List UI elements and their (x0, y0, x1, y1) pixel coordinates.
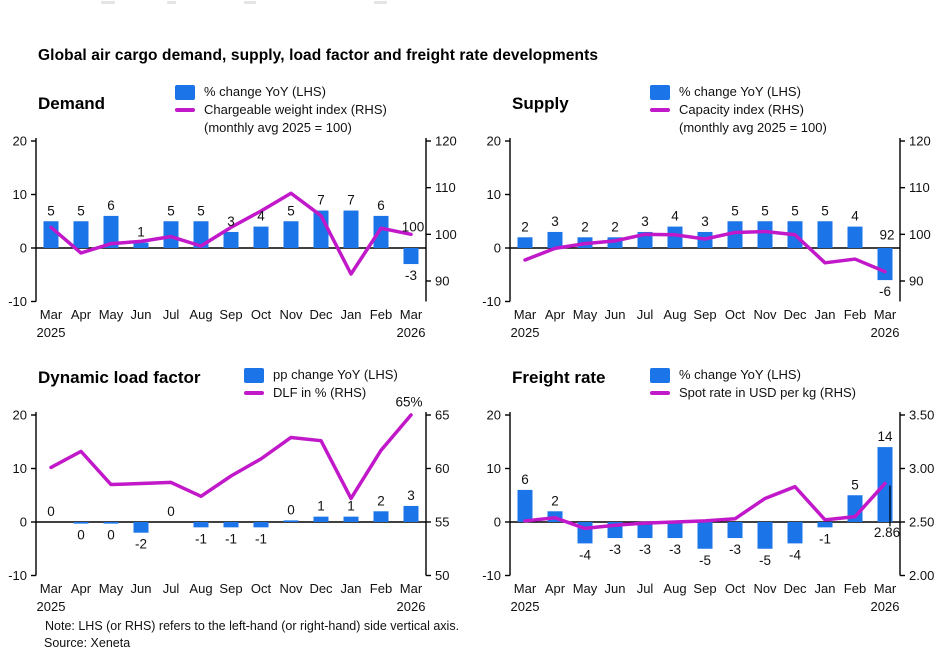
figure-source: Source: Xeneta (44, 636, 131, 650)
panel-title-demand: Demand (38, 94, 106, 113)
legend-line-subtext: (monthly avg 2025 = 100) (204, 120, 352, 135)
legend-supply (650, 83, 827, 137)
bar-series-swatch-icon (244, 368, 264, 383)
cropped-text-artifact (167, 1, 176, 4)
line-end-value-label: 2.86 (873, 524, 901, 540)
svg-text:10: 10 (486, 187, 501, 203)
panel-demand (0, 78, 478, 346)
left-axis (482, 408, 510, 584)
index-line (51, 415, 411, 498)
svg-text:3: 3 (227, 213, 235, 229)
cropped-text-artifact (101, 1, 115, 4)
bar (74, 522, 89, 524)
svg-text:Oct: Oct (724, 581, 746, 596)
line-series-swatch-icon (650, 391, 670, 395)
svg-text:Dec: Dec (783, 581, 807, 596)
left-axis (482, 134, 510, 309)
bar (758, 221, 773, 248)
svg-text:2: 2 (551, 493, 559, 509)
svg-text:10: 10 (12, 187, 27, 203)
bar (668, 522, 683, 538)
bar (284, 520, 299, 522)
svg-text:4: 4 (671, 208, 679, 224)
svg-text:0: 0 (107, 527, 115, 543)
legend-line-label: Chargeable weight index (RHS) (204, 102, 387, 117)
legend-line-label: Capacity index (RHS) (679, 102, 804, 117)
bar (164, 221, 179, 248)
svg-text:2: 2 (377, 493, 385, 509)
svg-text:Jan: Jan (814, 581, 836, 596)
bar (788, 522, 803, 543)
left-axis (8, 408, 36, 584)
svg-text:110: 110 (909, 180, 930, 196)
legend-dynamic-load-factor (244, 366, 398, 402)
svg-text:Jul: Jul (162, 581, 180, 596)
svg-text:Jun: Jun (604, 581, 626, 596)
svg-text:3: 3 (641, 213, 649, 229)
svg-text:Dec: Dec (309, 581, 333, 596)
svg-text:4: 4 (257, 208, 265, 224)
svg-text:3: 3 (701, 213, 709, 229)
bar (344, 211, 359, 248)
svg-text:5: 5 (287, 203, 295, 219)
svg-text:2026: 2026 (870, 325, 900, 340)
svg-text:Apr: Apr (544, 307, 566, 322)
svg-text:3.50: 3.50 (909, 407, 935, 423)
svg-text:-3: -3 (404, 268, 418, 284)
legend-row-bar (650, 366, 856, 384)
panel-title-supply: Supply (512, 94, 569, 113)
svg-text:5: 5 (47, 203, 55, 219)
svg-text:2025: 2025 (510, 325, 540, 340)
svg-text:10: 10 (12, 461, 27, 477)
line-end-value-label: 100 (401, 219, 425, 235)
svg-text:6: 6 (107, 197, 115, 213)
legend-row-bar (175, 83, 387, 101)
bar (548, 232, 563, 248)
bar (728, 522, 743, 538)
legend-demand (175, 83, 387, 137)
svg-text:0: 0 (493, 240, 501, 256)
svg-text:May: May (572, 307, 598, 322)
svg-text:Apr: Apr (70, 581, 92, 596)
svg-text:90: 90 (435, 273, 450, 289)
svg-text:100: 100 (909, 226, 931, 242)
svg-text:-10: -10 (8, 294, 27, 310)
svg-text:Feb: Feb (369, 307, 393, 322)
svg-text:-3: -3 (728, 542, 742, 558)
svg-text:Jan: Jan (340, 581, 362, 596)
svg-text:Feb: Feb (843, 581, 867, 596)
svg-text:Oct: Oct (724, 307, 746, 322)
legend-row-bar (650, 83, 827, 101)
bar (848, 227, 863, 248)
svg-text:Jun: Jun (130, 581, 152, 596)
figure-title: Global air cargo demand, supply, load factor and freight rate developments (38, 47, 599, 64)
svg-text:Nov: Nov (753, 307, 777, 322)
svg-text:Dec: Dec (309, 307, 333, 322)
x-axis-labels (37, 307, 426, 340)
svg-text:60: 60 (435, 461, 450, 477)
svg-text:7: 7 (317, 192, 325, 208)
svg-text:5: 5 (167, 203, 175, 219)
svg-text:Mar: Mar (513, 307, 537, 322)
svg-text:-2: -2 (134, 536, 148, 552)
svg-text:Mar: Mar (513, 581, 537, 596)
svg-text:-1: -1 (254, 531, 268, 547)
panel-dynamic-load-factor (0, 352, 478, 620)
bar (818, 522, 833, 527)
svg-text:Feb: Feb (843, 307, 867, 322)
svg-text:-1: -1 (224, 531, 238, 547)
svg-text:10: 10 (486, 461, 501, 477)
svg-text:Aug: Aug (189, 307, 213, 322)
svg-text:Apr: Apr (544, 581, 566, 596)
panel-title-freight-rate: Freight rate (512, 368, 606, 387)
svg-text:Jul: Jul (636, 581, 654, 596)
svg-text:55: 55 (435, 514, 450, 530)
svg-text:Mar: Mar (399, 581, 423, 596)
svg-text:5: 5 (821, 203, 829, 219)
freight-rate-chart (478, 404, 951, 620)
svg-text:2026: 2026 (396, 325, 426, 340)
bar-value-labels (47, 488, 415, 552)
cropped-text-artifact (374, 1, 387, 4)
svg-text:Feb: Feb (369, 581, 393, 596)
legend-row-line (650, 101, 827, 119)
svg-text:0: 0 (47, 504, 55, 519)
svg-text:110: 110 (435, 180, 456, 196)
svg-text:0: 0 (167, 504, 175, 519)
svg-text:Apr: Apr (70, 307, 92, 322)
svg-text:100: 100 (435, 226, 457, 242)
legend-row-line (175, 101, 387, 119)
svg-text:7: 7 (347, 192, 355, 208)
svg-text:-5: -5 (758, 552, 772, 568)
bars (518, 221, 893, 280)
svg-text:Jan: Jan (340, 307, 362, 322)
bar (374, 216, 389, 248)
legend-freight-rate (650, 366, 856, 402)
x-axis-labels (511, 307, 900, 340)
svg-text:2: 2 (611, 219, 619, 235)
svg-text:Aug: Aug (663, 307, 687, 322)
right-axis (426, 408, 449, 584)
svg-text:0: 0 (19, 240, 27, 256)
bar (104, 522, 119, 524)
svg-text:Sep: Sep (219, 307, 243, 322)
svg-text:-3: -3 (608, 542, 622, 558)
svg-text:Aug: Aug (189, 581, 213, 596)
bar (758, 522, 773, 549)
svg-text:-3: -3 (668, 542, 682, 558)
bar-value-labels (521, 203, 891, 299)
svg-text:1: 1 (137, 224, 145, 240)
bar (518, 490, 533, 522)
svg-text:5: 5 (77, 203, 85, 219)
svg-text:2: 2 (581, 219, 589, 235)
svg-text:-4: -4 (578, 547, 592, 563)
svg-text:5: 5 (731, 203, 739, 219)
svg-text:3: 3 (407, 487, 415, 503)
svg-text:-4: -4 (788, 547, 802, 563)
bar-series-swatch-icon (650, 368, 670, 383)
svg-text:1: 1 (347, 498, 355, 514)
right-axis (426, 134, 457, 302)
svg-text:2026: 2026 (396, 599, 426, 614)
svg-text:Mar: Mar (873, 307, 897, 322)
svg-text:2.50: 2.50 (909, 514, 935, 530)
legend-row-line (244, 384, 398, 402)
svg-text:May: May (98, 581, 124, 596)
svg-text:Mar: Mar (399, 307, 423, 322)
svg-text:2025: 2025 (510, 599, 540, 614)
svg-text:-10: -10 (8, 568, 27, 584)
svg-text:3.00: 3.00 (909, 461, 935, 477)
bars (518, 447, 893, 549)
bar-series-swatch-icon (650, 85, 670, 100)
svg-text:-6: -6 (878, 284, 892, 300)
svg-text:14: 14 (877, 429, 893, 445)
right-axis (900, 408, 934, 584)
svg-text:-5: -5 (698, 552, 712, 568)
line-series-swatch-icon (175, 108, 195, 112)
bar (224, 232, 239, 248)
svg-text:Jul: Jul (162, 307, 180, 322)
bar (224, 522, 239, 527)
svg-text:-3: -3 (638, 542, 652, 558)
bar (518, 237, 533, 248)
legend-row-line (650, 384, 856, 402)
svg-text:May: May (572, 581, 598, 596)
svg-text:120: 120 (909, 133, 931, 149)
bar (74, 221, 89, 248)
svg-text:0: 0 (19, 514, 27, 530)
legend-bar-label: % change YoY (LHS) (679, 84, 801, 99)
line-series-swatch-icon (244, 391, 264, 395)
cropped-text-artifact (244, 1, 256, 4)
dynamic-load-factor-chart (0, 394, 478, 620)
svg-text:May: May (98, 307, 124, 322)
bar (284, 221, 299, 248)
svg-text:-1: -1 (818, 531, 832, 547)
legend-line-label: DLF in % (RHS) (273, 385, 367, 400)
bar (404, 506, 419, 522)
bar (44, 221, 59, 248)
supply-chart (478, 130, 951, 346)
svg-text:Jan: Jan (814, 307, 836, 322)
svg-text:Sep: Sep (693, 581, 717, 596)
svg-text:Dec: Dec (783, 307, 807, 322)
svg-text:Jun: Jun (130, 307, 152, 322)
svg-text:Nov: Nov (279, 581, 303, 596)
svg-text:-10: -10 (482, 294, 501, 310)
svg-text:90: 90 (909, 273, 924, 289)
svg-text:3: 3 (551, 213, 559, 229)
svg-text:Oct: Oct (250, 307, 272, 322)
svg-text:20: 20 (486, 133, 501, 149)
bar (134, 522, 149, 533)
svg-text:5: 5 (791, 203, 799, 219)
svg-text:Jul: Jul (636, 307, 654, 322)
svg-text:0: 0 (77, 527, 85, 543)
demand-chart (0, 130, 478, 346)
bar-series-swatch-icon (175, 85, 195, 100)
line-end-value-label: 92 (879, 227, 895, 243)
bar (254, 227, 269, 248)
svg-text:2: 2 (521, 219, 529, 235)
svg-text:0: 0 (493, 514, 501, 530)
bar (698, 522, 713, 549)
svg-text:Sep: Sep (219, 581, 243, 596)
svg-text:Mar: Mar (39, 307, 63, 322)
bar (818, 221, 833, 248)
svg-text:Mar: Mar (39, 581, 63, 596)
svg-text:5: 5 (851, 477, 859, 493)
svg-text:5: 5 (761, 203, 769, 219)
panel-supply (478, 78, 951, 346)
svg-text:2026: 2026 (870, 599, 900, 614)
svg-text:0: 0 (287, 502, 295, 518)
x-axis-labels (37, 581, 426, 614)
svg-text:20: 20 (486, 407, 501, 423)
panel-title-dynamic-load-factor: Dynamic load factor (38, 368, 201, 387)
svg-text:-10: -10 (482, 568, 501, 584)
svg-text:2025: 2025 (36, 325, 66, 340)
bar (314, 517, 329, 522)
bar (878, 248, 893, 280)
line-end-value-label: 65% (395, 394, 423, 410)
svg-text:2.00: 2.00 (909, 568, 935, 584)
legend-line-subtext: (monthly avg 2025 = 100) (679, 120, 827, 135)
legend-row-bar (244, 366, 398, 384)
svg-text:50: 50 (435, 568, 450, 584)
svg-text:20: 20 (12, 133, 27, 149)
bar (344, 517, 359, 522)
bar (404, 248, 419, 264)
legend-bar-label: % change YoY (LHS) (204, 84, 326, 99)
panel-freight-rate (478, 352, 951, 620)
svg-text:Sep: Sep (693, 307, 717, 322)
figure-note: Note: LHS (or RHS) refers to the left-hand (or right-hand) side vertical axis. (45, 619, 460, 633)
left-axis (8, 134, 36, 309)
svg-text:-1: -1 (194, 531, 208, 547)
svg-text:6: 6 (521, 471, 529, 487)
svg-text:120: 120 (435, 133, 457, 149)
svg-text:Nov: Nov (279, 307, 303, 322)
svg-text:Oct: Oct (250, 581, 272, 596)
svg-text:65: 65 (435, 407, 450, 423)
svg-text:Aug: Aug (663, 581, 687, 596)
svg-text:6: 6 (377, 197, 385, 213)
svg-text:20: 20 (12, 407, 27, 423)
legend-bar-label: % change YoY (LHS) (679, 367, 801, 382)
bar (374, 511, 389, 522)
legend-bar-label: pp change YoY (LHS) (273, 367, 398, 382)
svg-text:2025: 2025 (36, 599, 66, 614)
svg-text:Jun: Jun (604, 307, 626, 322)
bars (74, 506, 419, 533)
bar (194, 522, 209, 527)
svg-text:4: 4 (851, 208, 859, 224)
right-axis (900, 134, 931, 302)
svg-text:1: 1 (317, 498, 325, 514)
bar (254, 522, 269, 527)
legend-line-label: Spot rate in USD per kg (RHS) (679, 385, 857, 400)
svg-text:Nov: Nov (753, 581, 777, 596)
svg-text:Mar: Mar (873, 581, 897, 596)
x-axis-labels (511, 581, 900, 614)
line-series-swatch-icon (650, 108, 670, 112)
svg-text:5: 5 (197, 203, 205, 219)
